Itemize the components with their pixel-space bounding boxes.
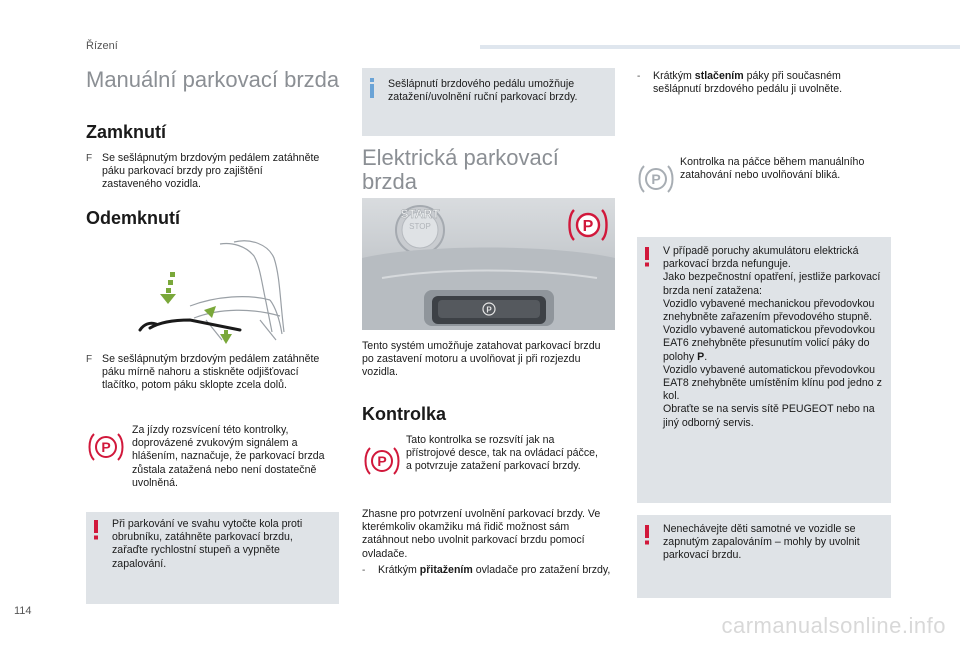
list1-pre: Krátkým — [378, 564, 420, 576]
kontrolka-text: Tato kontrolka se rozsvítí jak na přístrojové desce, tak na ovládací páčce, a potvrzuje zatažení parkovací brzdy. — [406, 434, 598, 473]
list1-post: ovladače pro zatažení brzdy, — [472, 564, 611, 576]
parking-brake-warning-icon — [86, 430, 126, 464]
info-icon — [368, 78, 376, 98]
console-photo-illustration — [362, 198, 615, 330]
eat6-post: . — [704, 350, 708, 363]
warning-line: Vozidlo vybavené automatickou převodovkou EAT8 znehybněte umístěním klínu pod jedno z kol. — [663, 363, 882, 403]
battery-warning-box — [637, 237, 891, 503]
release-list-item — [637, 70, 887, 96]
list2-bold: stlačením — [694, 70, 744, 82]
list1-bold: přitažením — [419, 564, 473, 576]
info-text: Sešlápnutí brzdového pedálu umožňuje zatažení/uvolnění ruční parkovací brzdy. — [388, 78, 578, 104]
slope-warning-box — [86, 512, 339, 604]
warning-line: Obraťte se na servis sítě PEUGEOT nebo na jiný odborný servis. — [663, 403, 875, 429]
warning-line: Jako bezpečnostní opatření, jestliže parkovací brzda není zatažena: — [663, 271, 881, 297]
list-dash: - — [362, 565, 366, 576]
unlock-text: Se sešlápnutým brzdovým pedálem zatáhněte páku mírně nahoru a stiskněte odjišťovací tlačítko, potom páku sklopte zcela dolů. — [102, 353, 320, 392]
list2-post: páky při současném sešlápnutí brzdového pedálu ji uvolněte. — [653, 70, 843, 96]
blink-text: Kontrolka na páčce během manuálního zatahování nebo uvolňování bliká. — [680, 156, 865, 182]
list-dash: - — [637, 71, 641, 82]
electric-brake-photo — [362, 198, 615, 330]
electric-brake-title: Elektrická parkovací brzda — [362, 145, 559, 195]
header-bar — [480, 45, 960, 49]
lock-text: Se sešlápnutým brzdovým pedálem zatáhněte páku parkovací brzdy pro zajištění zastaveného vozidla. — [102, 152, 320, 191]
slope-warning-text: Při parkování ve svahu vytočte kola proti obrubníku, zatáhněte parkovací brzdu, zařaďte rychlostní stupeň a vypněte zapalování. — [112, 518, 303, 570]
icon-letter: P — [101, 439, 111, 455]
icon-letter: P — [377, 453, 387, 469]
lock-heading: Zamknutí — [86, 122, 167, 142]
warning-exclamation-icon — [92, 520, 100, 540]
unlock-heading: Odemknutí — [86, 208, 181, 228]
warning-exclamation-icon — [643, 247, 651, 267]
icon-letter: P — [651, 171, 661, 187]
bullet-marker: F — [86, 354, 93, 365]
kontrolka-heading: Kontrolka — [362, 404, 447, 424]
eat6-pre: Vozidlo vybavené automatickou převodovkou EAT6 znehybněte přesunutím volicí páky do polohy — [663, 324, 876, 363]
photo-icon-letter: P — [582, 218, 594, 235]
warning-line: Vozidlo vybavené mechanickou převodovkou znehybněte zařazením převodového stupně. — [663, 297, 875, 324]
section-label: Řízení — [86, 40, 118, 52]
warning-exclamation-icon — [643, 525, 651, 545]
release-paragraph: Zhasne pro potvrzení uvolnění parkovací brzdy. Ve kterémkoliv okamžiku má řidič možnost sám zatáhnout nebo uvolnit parkovací brzdu pomocí ovladače. — [362, 508, 601, 560]
watermark: carmanualsonline.info — [721, 613, 946, 638]
switch-letter: P — [486, 305, 492, 315]
children-warning-text: Nenechávejte děti samotné ve vozidle se zapnutým zapalováním – mohly by uvolnit parkovací brzdu. — [663, 523, 860, 562]
apply-list-text — [378, 564, 610, 577]
list2-pre: Krátkým — [653, 70, 695, 82]
electric-intro-text: Tento systém umožňuje zatahovat parkovací brzdu po zastavení motoru a uvolňovat ji při rozjezdu vozidla. — [362, 340, 601, 379]
warning-line-eat6 — [663, 324, 885, 364]
release-list-text — [653, 70, 887, 96]
unlock-instruction — [86, 353, 326, 393]
start-label: START — [400, 207, 440, 221]
battery-warning-text — [663, 237, 891, 503]
stop-label: STOP — [409, 222, 431, 231]
lamp-text: Za jízdy rozsvícení této kontrolky, doprovázené zvukovým signálem a hlášením, naznačuje, že parkovací brzda zůstala zatažená nebo není dostatečně uvolněná. — [132, 424, 325, 489]
handbrake-illustration — [120, 236, 320, 346]
warning-line: V případě poruchy akumulátoru elektrická parkovací brzda nefunguje. — [663, 245, 859, 271]
parking-brake-warning-icon — [362, 444, 402, 478]
info-box — [362, 68, 615, 136]
page-number: 114 — [14, 605, 32, 617]
eat6-bold: P — [697, 350, 705, 363]
bullet-marker: F — [86, 153, 93, 164]
parking-brake-grey-icon — [636, 162, 676, 196]
lock-instruction — [86, 152, 321, 192]
manual-brake-title: Manuální parkovací brzda — [86, 67, 340, 92]
children-warning-box — [637, 515, 891, 598]
apply-list-item — [362, 564, 612, 577]
